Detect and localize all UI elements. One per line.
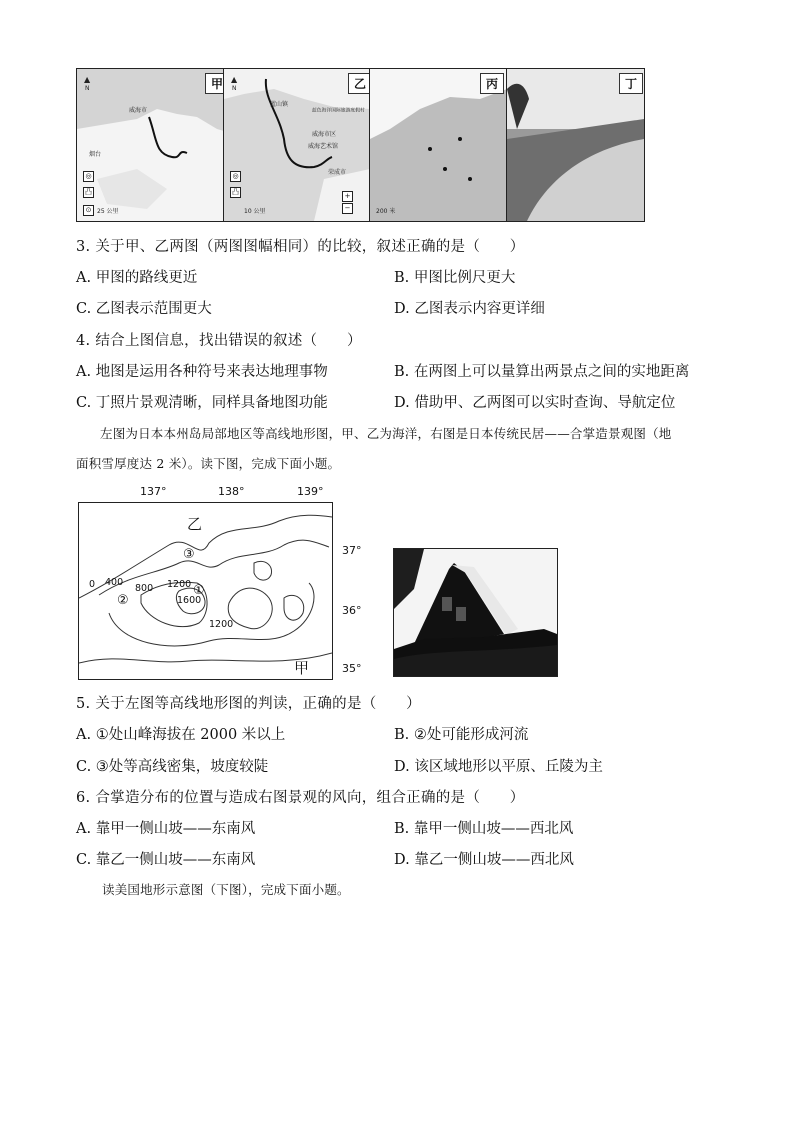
q5-stem: 5. 关于左图等高线地形图的判读，正确的是（ ） bbox=[76, 696, 421, 712]
map-jia bbox=[76, 68, 225, 222]
q3-option-c[interactable]: C. 乙图表示范围更大 bbox=[76, 301, 212, 317]
poi-label: 荣成市 bbox=[328, 169, 347, 176]
contour-label: 800 bbox=[135, 583, 154, 594]
point-2-marker: ② bbox=[117, 593, 129, 608]
scale-label: 10 公里 bbox=[244, 208, 266, 215]
zoom-in-icon[interactable]: + bbox=[342, 191, 353, 202]
city-label: 威海市 bbox=[129, 107, 148, 114]
map-jia-label: 甲 bbox=[205, 73, 225, 94]
route-icon[interactable]: 凸 bbox=[232, 188, 239, 196]
q4-option-c[interactable]: C. 丁照片景观清晰，同样具备地图功能 bbox=[76, 395, 328, 411]
contour-label: 1200 bbox=[167, 579, 192, 590]
lat-label: 35° bbox=[342, 662, 362, 675]
map-yi-label: 乙 bbox=[348, 73, 371, 94]
gassho-photo-graphic bbox=[394, 549, 557, 676]
north-arrow-icon: ▲ bbox=[231, 75, 238, 84]
point-3-marker: ③ bbox=[183, 547, 195, 562]
poi-label: 威海艺术馆 bbox=[308, 143, 339, 150]
lat-label: 37° bbox=[342, 544, 362, 557]
photo-ding-label: 丁 bbox=[619, 73, 643, 94]
q5-option-a[interactable]: A. ①处山峰海拔在 2000 米以上 bbox=[76, 727, 286, 743]
q3-option-d[interactable]: D. 乙图表示内容更详细 bbox=[394, 301, 545, 317]
q4-option-b[interactable]: B. 在两图上可以量算出两景点之间的实地距离 bbox=[394, 364, 690, 380]
poi-label: 蓝色海洋国际旅游度假村 bbox=[312, 107, 365, 114]
point-1-marker: ① bbox=[193, 583, 205, 598]
q4-stem: 4. 结合上图信息，找出错误的叙述（ ） bbox=[76, 333, 362, 349]
sea-label-yi: 乙 bbox=[187, 515, 203, 533]
lon-label: 138° bbox=[218, 485, 245, 498]
locate-icon[interactable]: ◎ bbox=[230, 171, 241, 182]
lon-label: 139° bbox=[297, 485, 324, 498]
q4-option-a[interactable]: A. 地图是运用各种符号来表达地理事物 bbox=[76, 364, 328, 380]
contour-label: 1200 bbox=[209, 619, 234, 630]
contour-label: 1600 bbox=[177, 595, 202, 606]
gassho-photo bbox=[393, 548, 558, 677]
q5-option-d[interactable]: D. 该区域地形以平原、丘陵为主 bbox=[394, 759, 603, 775]
q5-option-b[interactable]: B. ②处可能形成河流 bbox=[394, 727, 529, 743]
poi-label: 蓝山镇 bbox=[270, 101, 289, 108]
map-bing-label: 丙 bbox=[480, 73, 504, 94]
q3-option-b[interactable]: B. 甲图比例尺更大 bbox=[394, 270, 516, 286]
route-icon[interactable]: 凸 bbox=[85, 188, 92, 196]
map-jia-graphic bbox=[77, 69, 224, 221]
city-label: 烟台 bbox=[89, 151, 102, 158]
sea-label-jia: 甲 bbox=[294, 659, 310, 677]
q6-option-b[interactable]: B. 靠甲一侧山坡——西北风 bbox=[394, 821, 574, 837]
scale-label: 200 米 bbox=[376, 208, 396, 215]
contour-label: 400 bbox=[105, 577, 124, 588]
q6-option-c[interactable]: C. 靠乙一侧山坡——东南风 bbox=[76, 852, 256, 868]
poi-label: 威海市区 bbox=[312, 131, 337, 138]
intro-text-2: 读美国地形示意图（下图），完成下面小题。 bbox=[102, 882, 350, 897]
q3-stem: 3. 关于甲、乙两图（两图图幅相同）的比较，叙述正确的是（ ） bbox=[76, 239, 525, 255]
north-arrow-icon: ▲ bbox=[84, 75, 91, 84]
q3-option-a[interactable]: A. 甲图的路线更近 bbox=[76, 270, 198, 286]
contour-label: 0 bbox=[89, 579, 96, 590]
north-label: N bbox=[232, 85, 237, 92]
zoom-out-icon[interactable]: − bbox=[342, 203, 353, 214]
map-yi bbox=[223, 68, 371, 222]
north-label: N bbox=[85, 85, 90, 92]
q5-option-c[interactable]: C. ③处等高线密集，坡度较陡 bbox=[76, 759, 269, 775]
intro-text-line2: 面积雪厚度达 2 米）。读下图，完成下面小题。 bbox=[76, 456, 341, 471]
q6-option-d[interactable]: D. 靠乙一侧山坡——西北风 bbox=[394, 852, 574, 868]
photo-ding bbox=[506, 68, 645, 222]
lat-label: 36° bbox=[342, 604, 362, 617]
contour-map bbox=[78, 502, 333, 680]
locate-icon[interactable]: ◎ bbox=[83, 171, 94, 182]
contour-lines bbox=[79, 503, 332, 679]
q4-option-d[interactable]: D. 借助甲、乙两图可以实时查询、导航定位 bbox=[394, 395, 676, 411]
lon-label: 137° bbox=[140, 485, 167, 498]
q6-option-a[interactable]: A. 靠甲一侧山坡——东南风 bbox=[76, 821, 256, 837]
map-bing bbox=[369, 68, 508, 222]
q6-stem: 6. 合掌造分布的位置与造成右图景观的风向，组合正确的是（ ） bbox=[76, 790, 525, 806]
settings-icon[interactable]: ⊙ bbox=[83, 205, 94, 216]
scale-label: 25 公里 bbox=[97, 208, 119, 215]
intro-text-line1: 左图为日本本州岛局部地区等高线地形图，甲、乙为海洋，右图是日本传统民居——合掌造景观图（地 bbox=[100, 426, 672, 441]
